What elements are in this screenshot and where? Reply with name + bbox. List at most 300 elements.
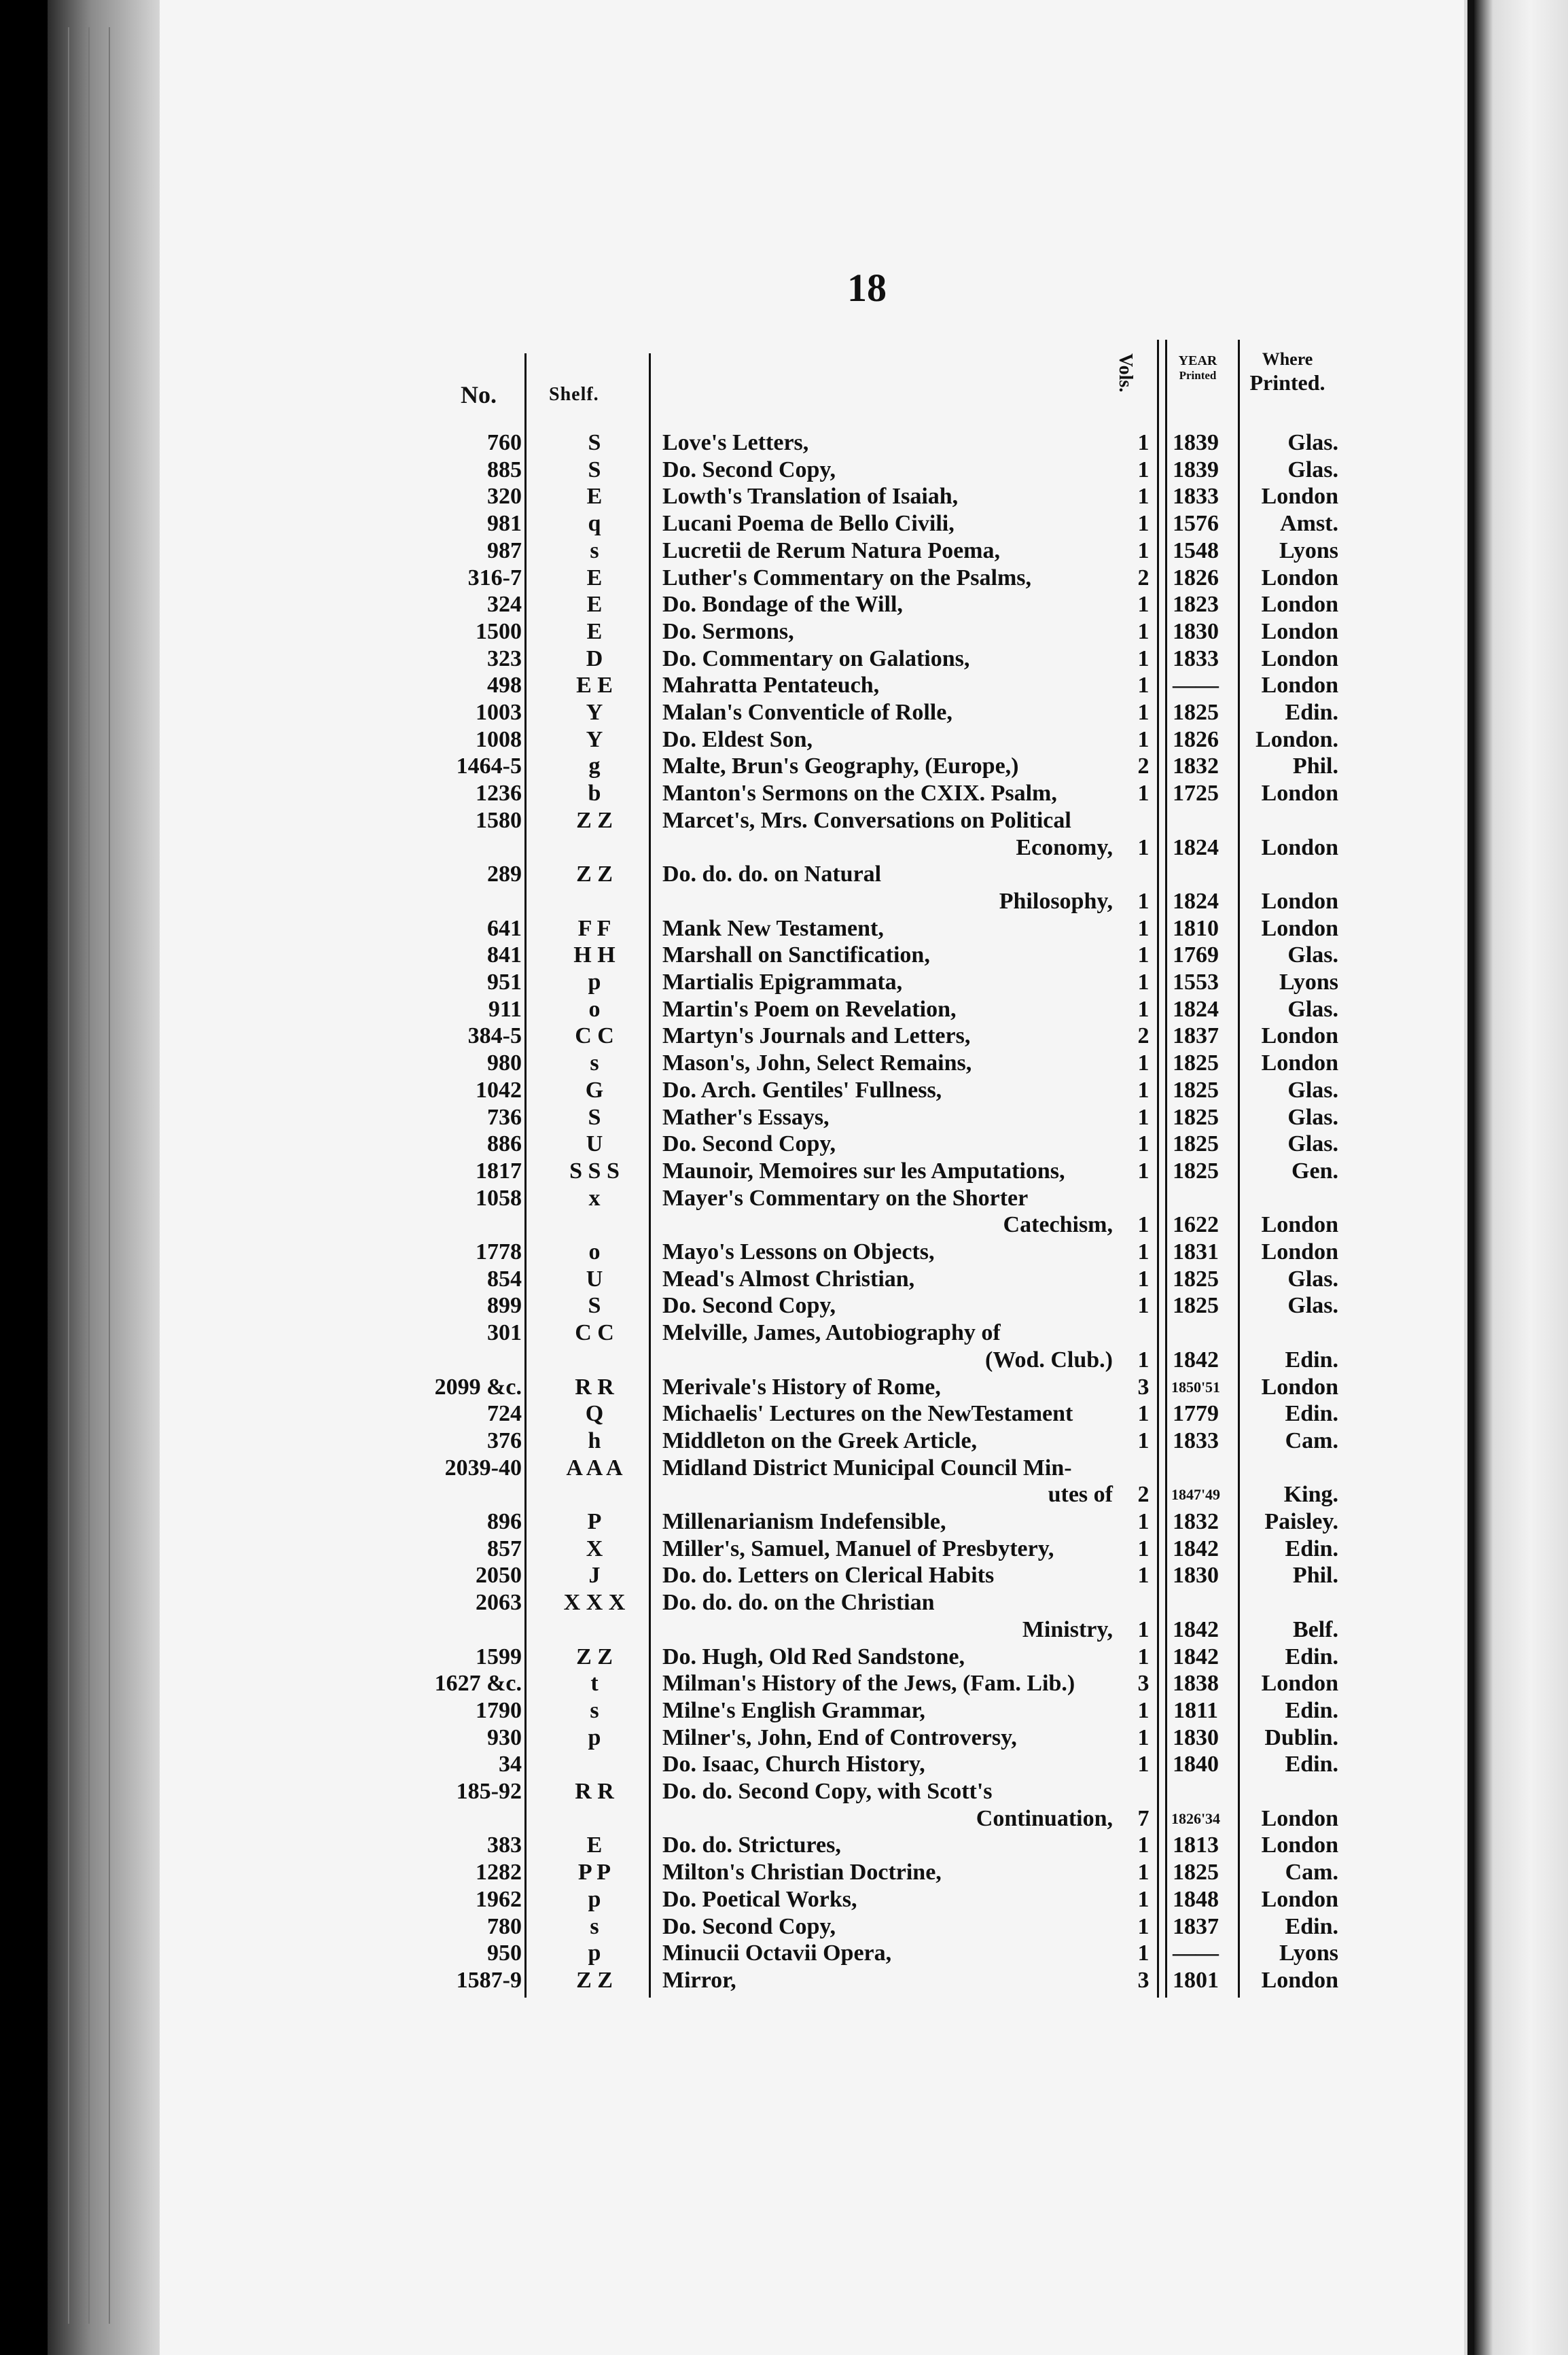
cell-year: 1825 [1173,1266,1219,1292]
table-row [0,1428,1568,1455]
table-row [0,1158,1568,1185]
cell-year: 1576 [1173,511,1219,537]
cell-shelf: p [588,1941,601,1966]
cell-where: London [1261,1212,1338,1238]
table-row-continuation [0,1805,1568,1832]
cell-year: 1824 [1173,996,1219,1022]
cell-shelf: S [588,430,601,455]
cell-vols: 1 [1137,673,1150,698]
cell-no: 289 [487,862,522,887]
cell-no: 1790 [476,1697,522,1723]
cell-year: 1830 [1173,1563,1219,1589]
cell-year: 1548 [1173,537,1219,563]
cell-where: Edin. [1285,1697,1338,1723]
cell-shelf: s [590,537,599,563]
cell-shelf: D [586,645,603,671]
table-row-continuation [0,1481,1568,1508]
cell-title: Lucani Poema de Bello Civili, [662,511,955,537]
cell-where: Edin. [1285,1401,1338,1427]
cell-no: 383 [487,1832,522,1858]
cell-where: Belf. [1292,1616,1338,1642]
cell-title: Milne's English Grammar, [662,1697,925,1723]
cell-shelf: E [586,618,603,644]
cell-vols: 1 [1137,1347,1150,1373]
cell-title: Do. Commentary on Galations, [662,645,970,671]
cell-vols: 1 [1137,1913,1150,1939]
cell-no: 376 [487,1428,522,1453]
cell-shelf: S [588,1104,601,1130]
cell-where: London. [1255,726,1338,752]
table-row [0,537,1568,565]
cell-vols: 1 [1137,1266,1150,1292]
table-row [0,1185,1568,1212]
cell-where: Glas. [1287,942,1338,968]
cell-where: London [1261,1050,1338,1076]
cell-title: Do. Second Copy, [662,1913,836,1939]
table-row [0,1589,1568,1616]
cell-title: Merivale's History of Rome, [662,1374,941,1400]
cell-year: 1826 [1173,726,1219,752]
cell-where: Glas. [1287,1266,1338,1292]
cell-vols: 1 [1137,1563,1150,1589]
table-row [0,1940,1568,1967]
cell-where: Dublin. [1264,1724,1338,1750]
cell-title: Love's Letters, [662,430,809,455]
cell-vols: 3 [1137,1967,1150,1993]
table-row [0,1967,1568,1994]
cell-where: London [1261,565,1338,590]
cell-no: 1282 [476,1860,522,1885]
table-row [0,1023,1568,1050]
cell-shelf: t [590,1671,599,1697]
cell-title: Economy, [1016,834,1113,860]
cell-no: 498 [487,673,522,698]
table-row [0,1400,1568,1428]
cell-shelf: s [590,1050,599,1076]
cell-vols: 1 [1137,645,1150,671]
cell-where: London [1261,1886,1338,1912]
cell-title: Do. do. do. on the Christian [662,1590,935,1616]
cell-title: Manton's Sermons on the CXIX. Psalm, [662,781,1057,807]
cell-title: Mead's Almost Christian, [662,1266,915,1292]
cell-year: 1825 [1173,1050,1219,1076]
cell-no: 1008 [476,726,522,752]
table-row [0,457,1568,484]
cell-vols: 1 [1137,1616,1150,1642]
cell-no: 981 [487,511,522,537]
table-row [0,672,1568,699]
cell-title: Milman's History of the Jews, (Fam. Lib.) [662,1671,1075,1697]
cell-year: 1553 [1173,970,1219,995]
cell-shelf: p [588,1886,601,1912]
cell-year: 1842 [1173,1536,1219,1561]
cell-where: Lyons [1279,1941,1338,1966]
cell-year: 1842 [1173,1616,1219,1642]
table-row [0,1536,1568,1563]
cell-no: 896 [487,1509,522,1534]
cell-vols: 7 [1137,1805,1150,1831]
table-row [0,483,1568,510]
cell-title: Do. Second Copy, [662,457,836,482]
table-row [0,1562,1568,1589]
cell-vols: 1 [1137,942,1150,968]
cell-vols: 1 [1137,1104,1150,1130]
cell-title: Do. do. Second Copy, with Scott's [662,1779,993,1804]
cell-no: 857 [487,1536,522,1561]
table-row [0,753,1568,780]
cell-no: 854 [487,1266,522,1292]
cell-no: 899 [487,1293,522,1319]
table-row [0,618,1568,645]
table-row [0,1374,1568,1401]
cell-year: 1825 [1173,1293,1219,1319]
cell-no: 1599 [476,1644,522,1669]
cell-vols: 1 [1137,1860,1150,1885]
table-row-continuation [0,834,1568,862]
cell-title: Miller's, Samuel, Manuel of Presbytery, [662,1536,1054,1561]
table-row [0,1778,1568,1805]
cell-title: Mirror, [662,1967,736,1993]
cell-shelf: P P [577,1860,611,1885]
cell-year: 1826'34 [1171,1809,1221,1827]
cell-vols: 1 [1137,430,1150,455]
cell-vols: 2 [1137,1482,1150,1508]
cell-no: 724 [487,1401,522,1427]
cell-title: Do. Poetical Works, [662,1886,857,1912]
table-row [0,1266,1568,1293]
cell-year: 1839 [1173,457,1219,482]
cell-no: 1236 [476,781,522,807]
cell-no: 1464-5 [456,754,522,779]
cell-title: Marcet's, Mrs. Conversations on Political [662,807,1071,833]
cell-where: London [1261,915,1338,941]
table-row [0,1239,1568,1266]
cell-title: Martialis Epigrammata, [662,970,903,995]
cell-vols: 1 [1137,781,1150,807]
cell-vols: 1 [1137,1428,1150,1453]
cell-shelf: x [588,1185,601,1211]
cell-where: London [1261,781,1338,807]
cell-no: 185-92 [456,1779,522,1804]
cell-shelf: C C [575,1023,614,1049]
table-row [0,565,1568,592]
cell-vols: 1 [1137,1077,1150,1103]
cell-title: Lowth's Translation of Isaiah, [662,484,959,510]
table-row [0,1751,1568,1778]
cell-year: 1810 [1173,915,1219,941]
cell-no: 2039-40 [444,1455,522,1481]
cell-vols: 1 [1137,592,1150,618]
table-row-continuation [0,888,1568,915]
cell-no: 1580 [476,807,522,833]
cell-where: London [1261,1374,1338,1400]
cell-year: 1823 [1173,592,1219,618]
cell-where: Cam. [1285,1428,1338,1453]
table-row [0,1670,1568,1697]
table-row [0,1508,1568,1536]
cell-where: Cam. [1285,1860,1338,1885]
cell-title: Do. Isaac, Church History, [662,1752,925,1777]
cell-shelf: X X X [563,1590,626,1616]
cell-shelf: E [586,592,603,618]
table-row [0,1455,1568,1482]
cell-where: London [1261,1967,1338,1993]
cell-vols: 2 [1137,1023,1150,1049]
cell-vols: 2 [1137,565,1150,590]
cell-title: Michaelis' Lectures on the NewTestament [662,1401,1073,1427]
cell-title: Minucii Octavii Opera, [662,1941,892,1966]
table-row [0,591,1568,618]
cell-no: 316-7 [467,565,522,590]
cell-no: 780 [487,1913,522,1939]
table-row [0,645,1568,673]
cell-where: Gen. [1291,1158,1338,1184]
cell-vols: 1 [1137,700,1150,725]
cell-title: Mather's Essays, [662,1104,830,1130]
cell-no: 1587-9 [456,1967,522,1993]
cell-title: Martyn's Journals and Letters, [662,1023,971,1049]
cell-title: Do. Second Copy, [662,1131,836,1157]
cell-where: London [1261,1671,1338,1697]
cell-where: Paisley. [1264,1509,1338,1534]
table-row [0,1320,1568,1347]
cell-title: Luther's Commentary on the Psalms, [662,565,1032,590]
cell-no: 301 [487,1320,522,1346]
cell-title: Do. Hugh, Old Red Sandstone, [662,1644,965,1669]
cell-year: 1830 [1173,618,1219,644]
cell-year: 1840 [1173,1752,1219,1777]
cell-shelf: E [586,1832,603,1858]
cell-no: 1500 [476,618,522,644]
cell-where: Lyons [1279,537,1338,563]
table-row [0,699,1568,726]
cell-title: Midland District Municipal Council Min- [662,1455,1072,1481]
cell-where: Glas. [1287,457,1338,482]
cell-title: utes of [1048,1482,1113,1508]
cell-where: London [1261,1832,1338,1858]
cell-shelf: s [590,1697,599,1723]
cell-title: Do. Bondage of the Will, [662,592,903,618]
cell-where: Edin. [1285,1644,1338,1669]
table-row [0,942,1568,969]
cell-year: 1769 [1173,942,1219,968]
cell-shelf: o [588,996,601,1022]
cell-year: 1779 [1173,1401,1219,1427]
header-year [1167,353,1228,383]
cell-vols: 3 [1137,1374,1150,1400]
cell-title: Do. Arch. Gentiles' Fullness, [662,1077,942,1103]
cell-title: Mayer's Commentary on the Shorter [662,1185,1029,1211]
cell-title: Do. Eldest Son, [662,726,813,752]
cell-year: 1622 [1173,1212,1219,1238]
table-row [0,726,1568,754]
table-row [0,996,1568,1023]
cell-vols: 1 [1137,511,1150,537]
cell-shelf: E [586,484,603,510]
cell-title: Do. do. Letters on Clerical Habits [662,1563,995,1589]
cell-vols: 1 [1137,1752,1150,1777]
cell-no: 34 [499,1752,522,1777]
table-row [0,1913,1568,1941]
header-year-label: YEAR [1178,353,1217,368]
cell-vols: 2 [1137,754,1150,779]
cell-where: Glas. [1287,996,1338,1022]
cell-year: 1838 [1173,1671,1219,1697]
cell-year: 1801 [1173,1967,1219,1993]
table-row [0,510,1568,537]
cell-title: Philosophy, [999,888,1113,914]
cell-shelf: Z Z [576,807,613,833]
table-row-continuation [0,1616,1568,1644]
cell-year: 1833 [1173,1428,1219,1453]
cell-where: Edin. [1285,700,1338,725]
cell-shelf: Z Z [576,1967,613,1993]
cell-vols: 1 [1137,1832,1150,1858]
table-row [0,1724,1568,1752]
cell-no: 736 [487,1104,522,1130]
cell-vols: 1 [1137,1293,1150,1319]
cell-title: Mahratta Pentateuch, [662,673,880,698]
cell-year: 1725 [1173,781,1219,807]
cell-vols: 1 [1137,1724,1150,1750]
cell-year: 1850'51 [1171,1378,1221,1396]
cell-shelf: S [588,457,601,482]
table-row [0,861,1568,888]
cell-where: Glas. [1287,430,1338,455]
cell-vols: 1 [1137,1509,1150,1534]
cell-shelf: R R [575,1779,614,1804]
cell-no: 384-5 [467,1023,522,1049]
cell-no: 2063 [476,1590,522,1616]
cell-year: 1842 [1173,1644,1219,1669]
cell-no: 980 [487,1050,522,1076]
cell-where: London [1261,1023,1338,1049]
cell-year: 1825 [1173,1158,1219,1184]
cell-where: Glas. [1287,1131,1338,1157]
cell-where: Edin. [1285,1347,1338,1373]
cell-no: 930 [487,1724,522,1750]
cell-shelf: S S S [569,1158,620,1184]
cell-vols: 1 [1137,1158,1150,1184]
cell-year: 1831 [1173,1239,1219,1264]
cell-vols: 1 [1137,1401,1150,1427]
cell-no: 1962 [476,1886,522,1912]
cell-shelf: E [586,565,603,590]
cell-where: Edin. [1285,1752,1338,1777]
cell-vols: 1 [1137,1050,1150,1076]
cell-title: Melville, James, Autobiography of [662,1320,1001,1346]
header-year-sub: Printed [1179,369,1217,382]
cell-year: 1826 [1173,565,1219,590]
cell-year: 1837 [1173,1023,1219,1049]
cell-title: Milton's Christian Doctrine, [662,1860,942,1885]
cell-vols: 1 [1137,915,1150,941]
table-row [0,969,1568,996]
cell-where: Lyons [1279,970,1338,995]
cell-shelf: o [588,1239,601,1264]
cell-year: 1832 [1173,754,1219,779]
cell-shelf: U [586,1266,603,1292]
cell-where: London [1261,484,1338,510]
cell-where: Phil. [1292,1563,1338,1589]
cell-shelf: P [587,1509,602,1534]
cell-vols: 1 [1137,996,1150,1022]
cell-year: 1824 [1173,888,1219,914]
cell-where: Glas. [1287,1077,1338,1103]
cell-year: 1847'49 [1171,1486,1221,1504]
cell-no: 1817 [476,1158,522,1184]
cell-year: —— [1173,673,1219,698]
cell-shelf: H H [573,942,616,968]
cell-year: 1824 [1173,834,1219,860]
cell-title: Ministry, [1022,1616,1113,1642]
cell-no: 987 [487,537,522,563]
cell-year: 1825 [1173,1860,1219,1885]
cell-year: 1825 [1173,1077,1219,1103]
cell-where: London [1261,673,1338,698]
cell-vols: 1 [1137,1697,1150,1723]
cell-year: 1830 [1173,1724,1219,1750]
cell-vols: 1 [1137,457,1150,482]
cell-shelf: J [588,1563,601,1589]
page-number: 18 [847,266,887,310]
table-row [0,1077,1568,1104]
cell-title: Do. do. Strictures, [662,1832,841,1858]
cell-title: Milner's, John, End of Controversy, [662,1724,1017,1750]
table-row [0,1050,1568,1077]
table-row-continuation [0,1211,1568,1239]
cell-no: 886 [487,1131,522,1157]
cell-shelf: g [588,754,601,779]
cell-no: 323 [487,645,522,671]
cell-vols: 1 [1137,618,1150,644]
table-row [0,1644,1568,1671]
table-row [0,1859,1568,1886]
header-vols: Vols. [1115,353,1136,393]
cell-title: Do. do. do. on Natural [662,862,882,887]
cell-title: (Wod. Club.) [985,1347,1113,1373]
cell-shelf: Y [586,700,603,725]
cell-where: London [1261,618,1338,644]
cell-no: 1058 [476,1185,522,1211]
cell-no: 1627 &c. [434,1671,522,1697]
cell-where: London [1261,834,1338,860]
cell-vols: 1 [1137,1644,1150,1669]
cell-shelf: s [590,1913,599,1939]
table-row [0,1832,1568,1859]
cell-title: Malte, Brun's Geography, (Europe,) [662,754,1019,779]
cell-year: 1842 [1173,1347,1219,1373]
cell-vols: 1 [1137,1886,1150,1912]
table-row [0,1697,1568,1724]
cell-vols: 1 [1137,1131,1150,1157]
cell-shelf: h [588,1428,601,1453]
cell-vols: 1 [1137,834,1150,860]
cell-shelf: Z Z [576,862,613,887]
cell-shelf: F F [577,915,611,941]
cell-vols: 1 [1137,970,1150,995]
cell-title: Mason's, John, Select Remains, [662,1050,972,1076]
cell-title: Mayo's Lessons on Objects, [662,1239,935,1264]
cell-shelf: p [588,1724,601,1750]
cell-year: 1833 [1173,484,1219,510]
cell-title: Marshall on Sanctification, [662,942,930,968]
cell-no: 841 [487,942,522,968]
cell-title: Do. Second Copy, [662,1293,836,1319]
cell-shelf: E E [576,673,613,698]
cell-where: Glas. [1287,1104,1338,1130]
header-where-label: Where [1262,349,1313,369]
